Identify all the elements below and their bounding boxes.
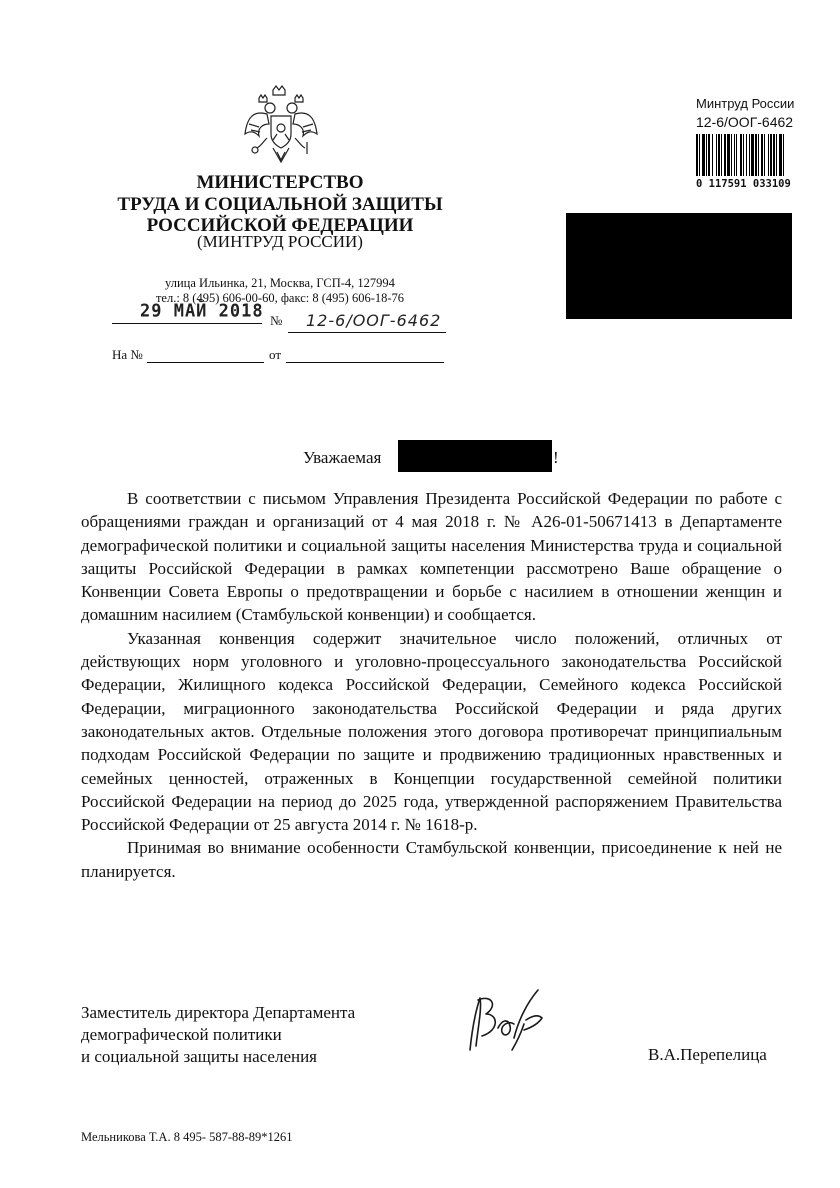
reg-number-handwritten: 12-6/ООГ-6462	[306, 311, 442, 330]
body-paragraph: Указанная конвенция содержит значительное число положений, отличных от действующих норм уголовного и уголовно-процессуального законодательства Российской Федерации, Жилищного кодекса Российской Федерации, Семейного кодекса Российской Федерации, миграционного законодательства Российской Федерации и ряда других законодательных актов. Отдельные положения этого договора противоречат принципиальным подходам Российской Федерации по защите и продвижению традиционных нравственных и семейных ценностей, отраженных в Концепции государственной семейной политики Российской Федерации на период до 2025 года, утвержденной распоряжением Правительства Российской Федерации от 25 августа 2014 г. № 1618-р.	[81, 628, 782, 835]
letter-body	[81, 487, 782, 883]
ministry-name-line-3: РОССИЙСКОЙ ФЕДЕРАЦИИ	[146, 215, 414, 236]
reg-number-underline	[288, 332, 446, 333]
coat-of-arms-icon	[243, 84, 319, 166]
signer-title	[81, 1002, 441, 1068]
reference-date-underline	[286, 362, 444, 363]
stamp-organization: Минтруд России	[696, 96, 795, 111]
date-underline	[112, 323, 262, 324]
body-paragraph: В соответствии с письмом Управления Президента Российской Федерации по работе с обращениями граждан и организаций от 4 мая 2018 г. № А26-01-50671413 в Департаменте демографической политики и социальной защиты населения Министерства труда и социальной защиты Российской Федерации в рамках компетенции рассмотрено Ваше обращение о Конвенции Совета Европы о предотвращении и борьбе с насилием в отношении женщин и домашним насилием (Стамбульской конвенции) и сообщается.	[81, 489, 782, 625]
reference-number-label: На №	[112, 347, 143, 362]
greeting-salutation: Уважаемая	[303, 448, 382, 467]
ministry-short-name: (МИНТРУД РОССИИ)	[197, 232, 363, 251]
redacted-recipient-name	[398, 440, 552, 472]
ministry-phones: тел.: 8 (495) 606-00-60, факс: 8 (495) 606-18-76	[155, 291, 405, 305]
reg-number-label: №	[270, 313, 283, 328]
handwritten-signature	[452, 980, 562, 1070]
signer-title-line: Заместитель директора Департамента	[81, 1003, 356, 1022]
barcode-number: 0 117591 033109	[696, 178, 791, 190]
date-stamp: 29 МАЙ 2018	[140, 300, 264, 322]
ministry-address: улица Ильинка, 21, Москва, ГСП-4, 127994	[165, 276, 395, 290]
ministry-name-line-2: ТРУДА И СОЦИАЛЬНОЙ ЗАЩИТЫ	[117, 194, 443, 215]
executor-contact: Мельникова Т.А. 8 495- 587-88-89*1261	[81, 1130, 293, 1144]
reference-date-label: от	[269, 347, 282, 362]
greeting-exclamation: !	[553, 448, 559, 467]
stamp-reg-number: 12-6/ООГ-6462	[696, 114, 794, 130]
signer-title-line: и социальной защиты населения	[81, 1047, 317, 1066]
signer-title-line: демографической политики	[81, 1025, 282, 1044]
barcode-icon	[696, 134, 808, 176]
reference-number-underline	[147, 362, 264, 363]
body-paragraph: Принимая во внимание особенности Стамбульской конвенции, присоединение к ней не планируется.	[81, 838, 782, 881]
ministry-name-line-1: МИНИСТЕРСТВО	[196, 172, 364, 193]
redacted-recipient-address	[566, 213, 792, 319]
signer-name: В.А.Перепелица	[648, 1045, 767, 1064]
